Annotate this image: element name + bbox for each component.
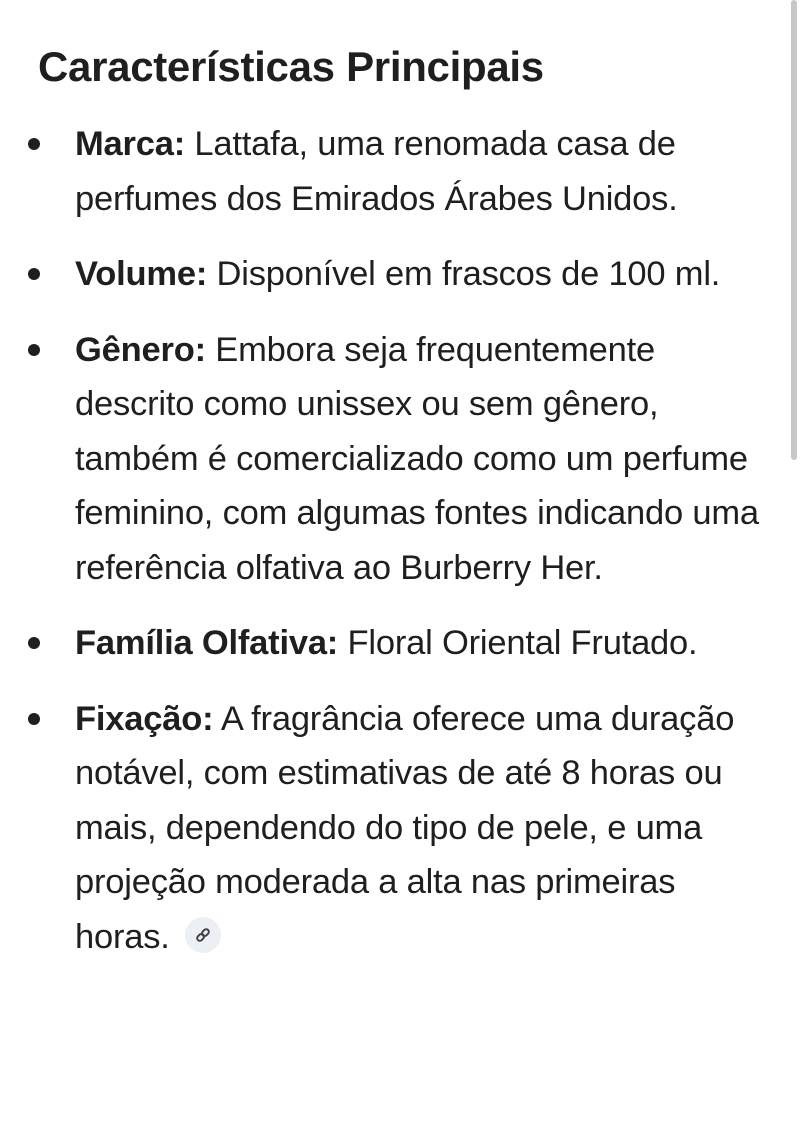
bullet-icon — [28, 713, 40, 725]
feature-text: Embora seja frequentemente descrito como unissex ou sem gênero, também é comercializado como um perfume feminino, com algumas fontes indicando uma referência olfativa ao Burberry Her. — [75, 330, 759, 587]
feature-text: Floral Oriental Frutado. — [347, 624, 698, 662]
bullet-icon — [28, 344, 40, 356]
feature-label: Fixação: — [75, 699, 214, 738]
feature-label: Gênero: — [75, 330, 206, 369]
feature-label: Marca: — [75, 125, 186, 163]
bullet-icon — [28, 268, 40, 280]
feature-text: A fragrância oferece uma duração notável, com estimativas de até 8 horas ou mais, dependendo do tipo de pele, e uma projeção moderada a alta nas primeiras horas. — [75, 699, 735, 956]
feature-text: Lattafa, uma renomada casa de perfumes dos Emirados Árabes Unidos. — [75, 125, 678, 218]
source-link-button[interactable] — [185, 917, 221, 953]
list-item-gender — [38, 323, 778, 596]
features-list — [38, 117, 778, 964]
feature-label: Família Olfativa: — [75, 624, 339, 662]
list-item-longevity — [38, 692, 778, 965]
bullet-icon — [28, 138, 40, 150]
scrollbar[interactable] — [791, 0, 797, 460]
feature-text: Disponível em frascos de 100 ml. — [216, 255, 721, 293]
list-item-volume — [38, 247, 778, 302]
section-heading: Características Principais — [38, 43, 544, 90]
bullet-icon — [28, 637, 40, 649]
link-icon — [194, 926, 212, 944]
main-content — [38, 0, 778, 985]
list-item-olfactory-family — [38, 616, 778, 671]
feature-label: Volume: — [75, 255, 208, 293]
list-item-brand — [38, 117, 778, 226]
